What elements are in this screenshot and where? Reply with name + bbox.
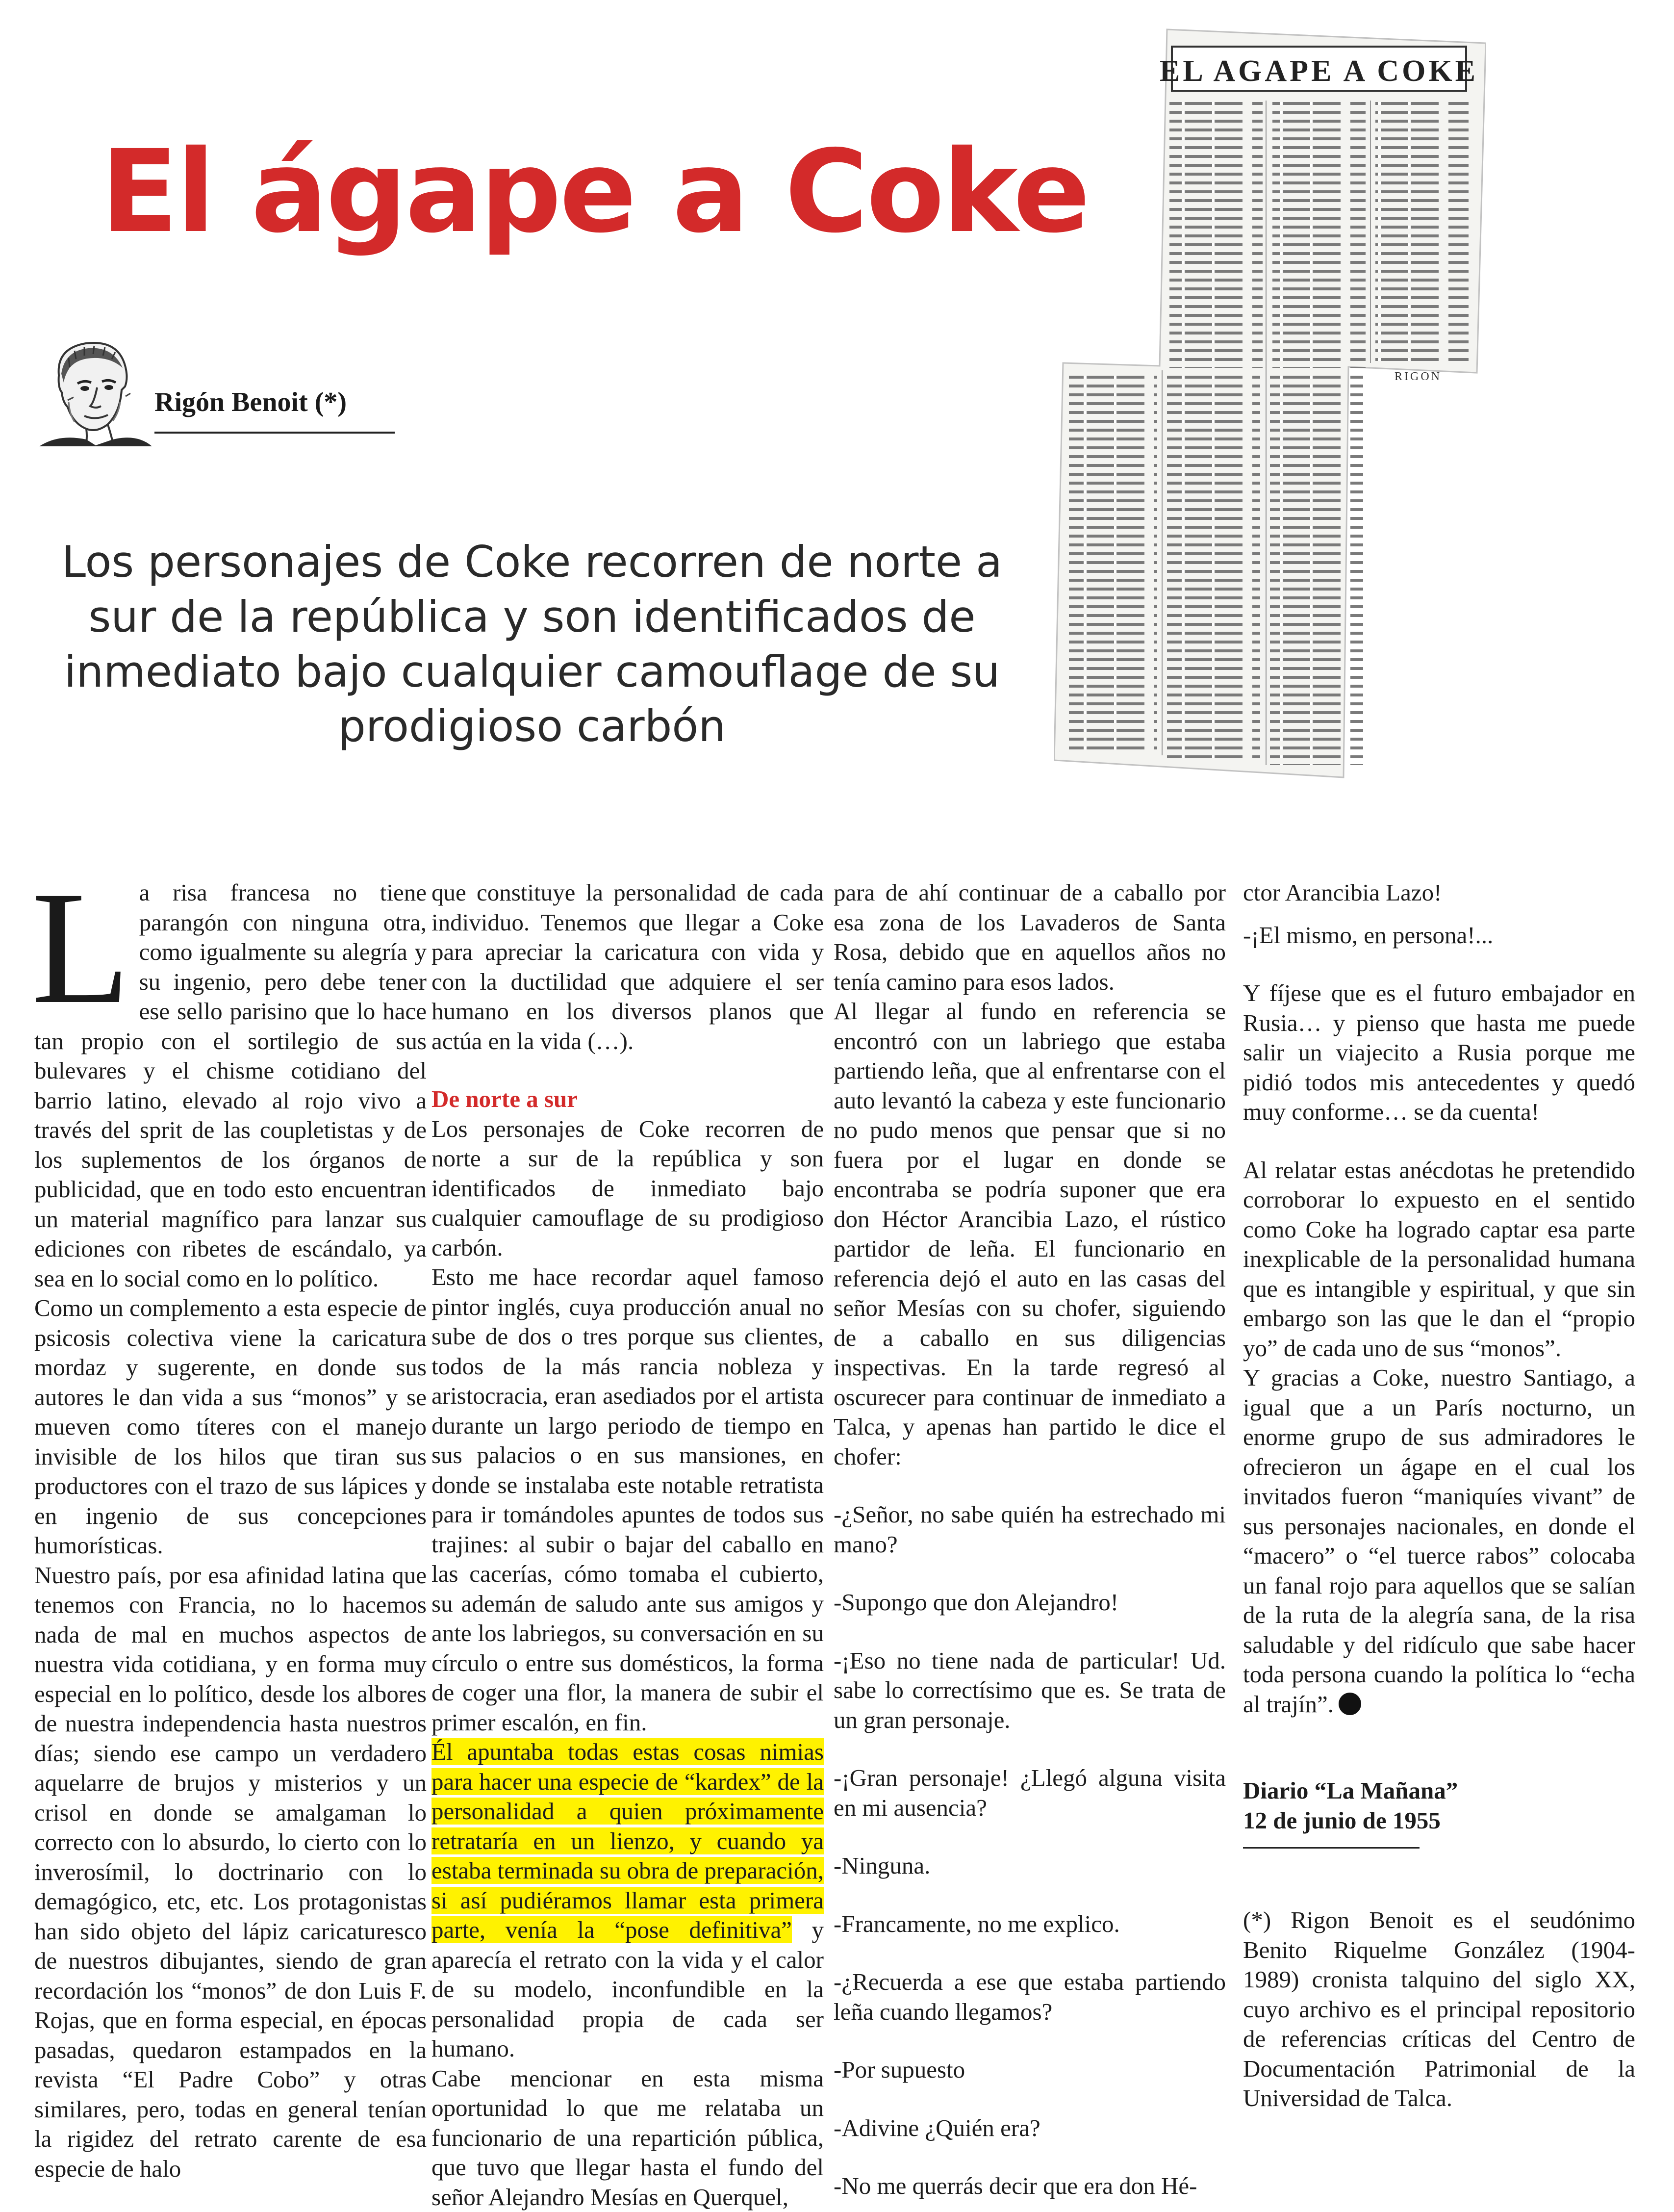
body-paragraph: Cabe mencionar en esta misma oportunidad lo que me relataba un funcionario de una repartición pública, que tuvo que llegar hasta el fundo del señor Alejandro Mesías en Querquel,: [431, 2064, 824, 2212]
dialogue-line: -Ninguna.: [834, 1851, 1226, 1881]
dialogue-line: -¡El mismo, en persona!...: [1243, 921, 1635, 951]
body-text: Y gracias a Coke, nuestro Santiago, a igual que a un París nocturno, un enorme grupo de sus admiradores le ofrecieron un ágape en el cual los invitados fueron “maniquíes vivant” de sus personajes nacionales, en donde el “macero” o “el tuerce rabos” colocaba un fanal rojo para aquellos que se salían de la ruta de la alegría sana, de la risa saludable y del ridículo que sabe hacer toda persona cuando la política lo “echa al trajín”.: [1243, 1364, 1635, 1718]
spacer: [1243, 1849, 1635, 1877]
author-footnote: (*) Rigon Benoit es el seudónimo Benito Riquelme González (1904- 1989) cronista talquino del siglo XX, cuyo archivo es el principal repositorio de referencias críticas del Centro de Documentación Patrimonial de la Universidad de Talca.: [1243, 1905, 1635, 2113]
spacer: [1243, 1127, 1635, 1156]
author-underline: [154, 432, 395, 434]
dialogue-line: -Supongo que don Alejandro!: [834, 1588, 1226, 1618]
spacer: [1243, 1719, 1635, 1748]
spacer: [834, 1939, 1226, 1967]
dialogue-line: -No me querrás decir que era don Hé-: [834, 2171, 1226, 2201]
spacer: [834, 1823, 1226, 1851]
newspaper-clipping-image: [1054, 20, 1486, 785]
body-paragraph: [431, 1737, 824, 2064]
body-paragraph: Al relatar estas anécdotas he pretendido corroborar lo expuesto en el sentido como Coke ha logrado captar esa parte inexplicable de la personalidad humana que es intangible y espiritual, y que sin embargo son las que le dan el “propio yo” de cada uno de sus “monos”.: [1243, 1156, 1635, 1363]
spacer: [834, 1471, 1226, 1500]
clipping-signature: RIGON: [1395, 370, 1442, 383]
spacer: [834, 2143, 1226, 2171]
body-column-2: [431, 878, 824, 2212]
body-paragraph: para de ahí continuar de a caballo por esa zona de los Lavaderos de Santa Rosa, debido que en aquellos años no tenía camino para esos lados.: [834, 878, 1226, 997]
author-portrait-sketch: [39, 329, 152, 446]
body-text: a risa francesa no tiene parangón con ninguna otra, como igualmente su alegría y su ingenio, pero debe tener ese sello parisino que lo hace tan propio con el sortilegio de sus bulevares y el chisme cotidiano del barrio latino, elevado al rojo vivo a través del sprit de las coupletistas y de los suplementos de los órganos de publicidad, que en todo esto encuentran un material magnífico para lanzar sus ediciones con ribetes de escándalo, ya sea en lo social como en lo político.: [34, 879, 427, 1292]
body-text: y aparecía el retrato con la vida y el calor de su modelo, inconfundible en la personalidad propia de cada ser humano.: [431, 1916, 824, 2062]
spacer: [834, 1559, 1226, 1588]
dialogue-line: -¿Señor, no sabe quién ha estrechado mi mano?: [834, 1500, 1226, 1559]
body-column-3: [834, 878, 1226, 2201]
clipping-headline: EL AGAPE A COKE: [1160, 54, 1478, 88]
body-paragraph: Al llegar al fundo en referencia se encontró con un labriego que estaba partiendo leña, que al enfrentarse con el auto levantó la cabeza y este funcionario no pudo menos que pensar que si no fuera por el lugar en donde se encontraba se podría suponer que era don Héctor Arancibia Lazo, el rústico partidor de leña. El funcionario en referencia dejó el auto en las casas del señor Mesías con su chofer, siguiendo de a caballo en sus diligencias inspectivas. En la tarde regresó al oscurecer para continuar de inmediato a Talca, y apenas han partido le dice el chofer:: [834, 997, 1226, 1471]
spacer: [1243, 1748, 1635, 1776]
article-title: El ágape a Coke: [101, 135, 1089, 249]
body-paragraph: Los personajes de Coke recorren de norte a sur de la república y son identificados de inmediato bajo cualquier camouflage de su prodigioso carbón.: [431, 1114, 824, 1263]
body-paragraph: Y fíjese que es el futuro embajador en Rusia… y pienso que hasta me puede salir un viajecito a Rusia porque me pidió todos mis antecedentes y quedó muy conforme… se da cuenta!: [1243, 978, 1635, 1127]
body-paragraph: [34, 878, 427, 1293]
spacer: [834, 1881, 1226, 1909]
source-publication: Diario “La Mañana”: [1243, 1776, 1635, 1806]
article-standfirst: Los personajes de Coke recorren de norte a sur de la república y son identificados de inmediato bajo cualquier camouflage de su prodigioso carbón: [34, 535, 1030, 754]
highlighted-text: Él apuntaba todas estas cosas nimias para hacer una especie de “kardex” de la personalidad a quien próximamente retrataría en un lienzo, y cuando ya estaba terminada su obra de preparación, si así pudiéramos llamar esta primera parte, venía la “pose definitiva”: [431, 1738, 824, 1943]
spacer: [431, 1056, 824, 1084]
spacer: [834, 2027, 1226, 2055]
body-column-4: [1243, 878, 1635, 2113]
source-date: 12 de junio de 1955: [1243, 1806, 1635, 1836]
body-paragraph: Nuestro país, por esa afinidad latina que tenemos con Francia, no lo hacemos nada de mal en muchos aspectos de nuestra vida cotidiana, y en forma muy especial en lo político, desde los albores de nuestra independencia hasta nuestros días; siendo ese campo un verdadero aquelarre de brujos y misterios y un crisol en donde se amalgaman lo correcto con lo absurdo, lo cierto con lo inverosímil, lo doctrinario con lo demagógico, etc, etc. Los protagonistas han sido objeto del lápiz caricaturesco de nuestros dibujantes, siendo de gran recordación los “monos” de don Luis F. Rojas, que en forma especial, en épocas pasadas, quedaron estampados en la revista “El Padre Cobo” y otras similares, pero, todas en general tenían la rigidez del retrato carente de esa especie de halo: [34, 1561, 427, 2184]
author-byline: [39, 329, 402, 446]
end-mark-icon: [1339, 1693, 1361, 1715]
author-name: Rigón Benoit (*): [154, 386, 347, 418]
section-subhead: De norte a sur: [431, 1084, 824, 1114]
dialogue-line: -Por supuesto: [834, 2055, 1226, 2085]
dialogue-line: -Adivine ¿Quién era?: [834, 2113, 1226, 2143]
body-paragraph: que constituye la personalidad de cada individuo. Tenemos que llegar a Coke para apreciar la caricatura con vida y con la ductilidad que adquiere el ser humano en los diversos planos que actúa en la vida (…).: [431, 878, 824, 1056]
spacer: [834, 1618, 1226, 1646]
spacer: [834, 1735, 1226, 1763]
spacer: [834, 2085, 1226, 2113]
dialogue-line: -¿Recuerda a ese que estaba partiendo leña cuando llegamos?: [834, 1967, 1226, 2027]
body-paragraph: Esto me hace recordar aquel famoso pintor inglés, cuya producción anual no sube de dos o tres porque sus clientes, todos de la más rancia nobleza y aristocracia, eran asediados por el artista durante un largo periodo de tiempo en sus palacios o en sus mansiones, en donde se instalaba este notable retratista para ir tomándoles apuntes de todos sus trajines: al subir o bajar del caballo en las cacerías, cómo tomaba el cubierto, su ademán de saludo ante sus amigos y ante los labriegos, su conversación en su círculo o entre sus domésticos, la forma de coger una flor, la manera de subir el primer escalón, en fin.: [431, 1262, 824, 1737]
body-column-1: [34, 878, 427, 2184]
dialogue-line: ctor Arancibia Lazo!: [1243, 878, 1635, 908]
drop-cap: L: [31, 885, 130, 1011]
dialogue-line: -¡Eso no tiene nada de particular! Ud. sabe lo correctísimo que es. Se trata de un gran personaje.: [834, 1646, 1226, 1735]
dialogue-line: -¡Gran personaje! ¿Llegó alguna visita en mi ausencia?: [834, 1763, 1226, 1823]
body-paragraph: [1243, 1363, 1635, 1719]
dialogue-line: -Francamente, no me explico.: [834, 1909, 1226, 1939]
body-paragraph: Como un complemento a esta especie de psicosis colectiva viene la caricatura mordaz y sugerente, en donde sus autores le dan vida a sus “monos” y se mueven como títeres con el manejo invisible de los hilos que tiran sus productores con el trazo de sus lápices y en ingenio de sus concepciones humorísticas.: [34, 1293, 427, 1561]
spacer: [1243, 908, 1635, 921]
spacer: [1243, 950, 1635, 978]
spacer: [1243, 1877, 1635, 1905]
